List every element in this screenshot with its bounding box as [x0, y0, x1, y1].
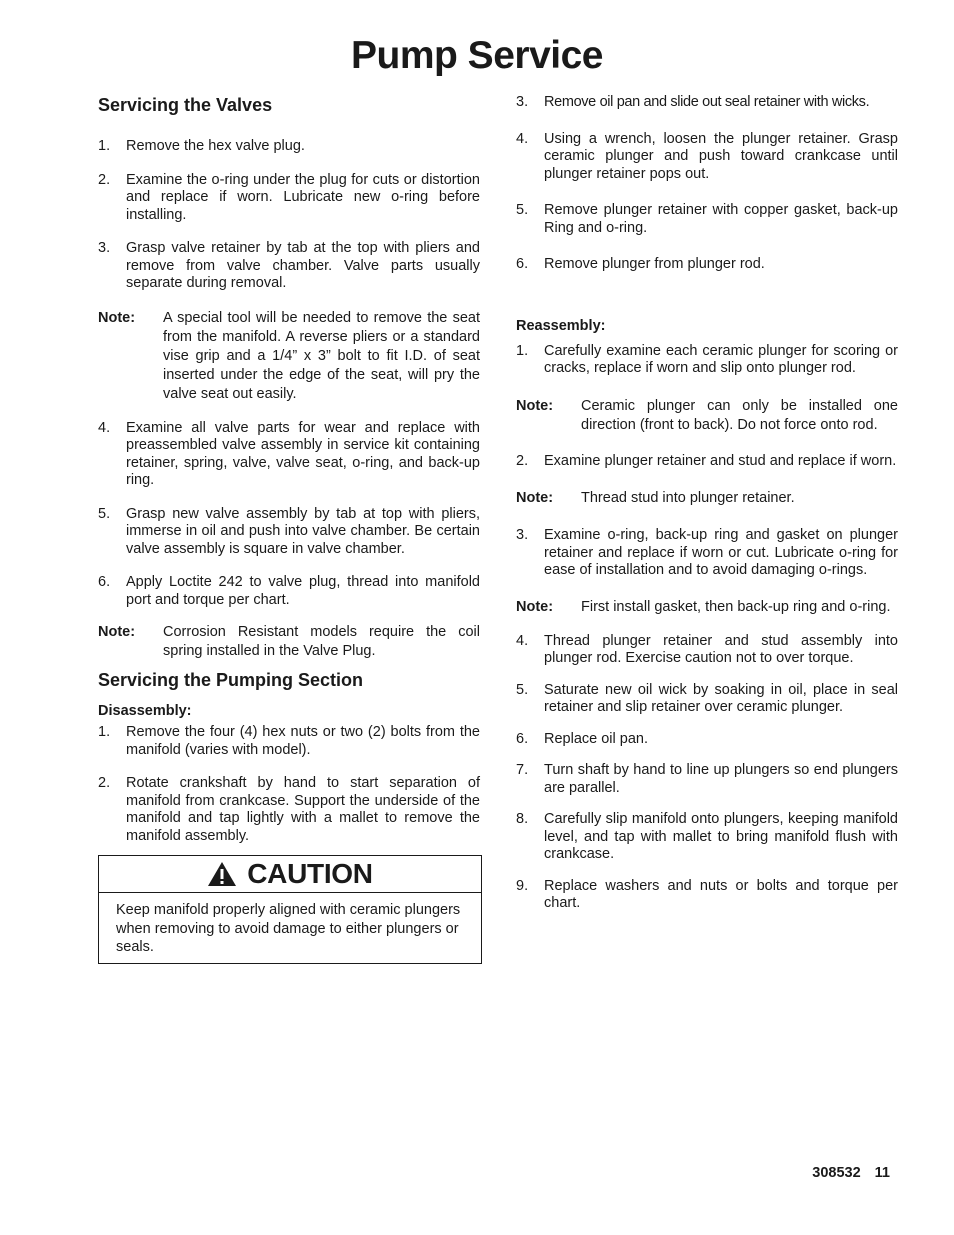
- step-number: 1.: [98, 138, 111, 154]
- note-label: Note:: [98, 624, 136, 640]
- step-text: Thread plunger retainer and stud assembly into plunger rod. Exercise caution not to over torque.: [544, 632, 898, 666]
- step-text: Carefully examine each ceramic plunger for scoring or cracks, replace if worn and slip onto plunger rod.: [544, 342, 898, 376]
- note: [516, 489, 898, 508]
- step-text: Remove oil pan and slide out seal retainer with wicks.: [544, 94, 870, 110]
- step-number: 6.: [516, 730, 529, 747]
- note-label: Note:: [98, 309, 136, 326]
- caution-box: [98, 855, 482, 964]
- note: [516, 397, 898, 435]
- note-text: Ceramic plunger can only be installed one direction (front to back). Do not force onto rod.: [581, 397, 898, 433]
- step-text: Examine the o‑ring under the plug for cuts or distortion and replace if worn. Lubricate new o‑ring before installing.: [126, 171, 480, 223]
- note: [98, 623, 480, 661]
- page-footer: [812, 1165, 890, 1181]
- list-item: [516, 131, 898, 184]
- step-number: 3.: [516, 94, 529, 110]
- list-item: [98, 574, 480, 609]
- step-number: 7.: [516, 762, 529, 778]
- step-number: 1.: [516, 342, 529, 359]
- step-number: 2.: [98, 775, 111, 791]
- step-number: 8.: [516, 811, 529, 827]
- section-heading-valves: Servicing the Valves: [98, 95, 273, 115]
- list-item: [516, 94, 898, 112]
- step-number: 4.: [516, 130, 529, 147]
- note-text: First install gasket, then back‑up ring and o‑ring.: [581, 598, 891, 615]
- list-item: [98, 724, 480, 759]
- note-label: Note:: [516, 490, 554, 506]
- list-item: [516, 762, 898, 797]
- list-item: [98, 775, 480, 845]
- step-text: Remove the four (4) hex nuts or two (2) bolts from the manifold (varies with model).: [126, 724, 480, 758]
- list-item: [516, 878, 898, 913]
- left-column: [98, 94, 480, 964]
- step-number: 4.: [98, 419, 111, 436]
- step-number: 2.: [98, 171, 111, 188]
- note-text: A special tool will be needed to remove the seat from the manifold. A reverse pliers or a standard vise grip and a 1/4” x 3” bolt to fit I.D. of seat inserted under the edge of the seat, will pry the valve seat out easily.: [163, 309, 480, 402]
- step-number: 9.: [516, 877, 529, 894]
- step-number: 6.: [98, 574, 111, 590]
- step-number: 5.: [516, 202, 529, 218]
- step-text: Replace oil pan.: [544, 730, 648, 747]
- step-text: Grasp valve retainer by tab at the top with pliers and remove from valve chamber. Valve parts usually separate during removal.: [126, 240, 480, 291]
- list-item: [516, 202, 898, 237]
- page-number: 11: [874, 1165, 890, 1181]
- list-item: [516, 256, 898, 274]
- page-title: Pump Service: [351, 34, 603, 77]
- step-number: 5.: [98, 505, 111, 522]
- step-text: Examine plunger retainer and stud and replace if worn.: [544, 452, 897, 469]
- step-number: 3.: [98, 240, 111, 256]
- step-text: Turn shaft by hand to line up plungers so end plungers are parallel.: [544, 762, 898, 796]
- step-number: 4.: [516, 632, 529, 649]
- list-item: [516, 527, 898, 580]
- note-label: Note:: [516, 598, 554, 615]
- caution-title: CAUTION: [247, 858, 373, 889]
- subheading-reassembly: Reassembly:: [516, 317, 606, 334]
- step-text: Apply Loctite 242 to valve plug, thread into manifold port and torque per chart.: [126, 574, 480, 608]
- step-text: Rotate crankshaft by hand to start separation of manifold from crankcase. Support the underside of the manifold and tap lightly with a mallet to remove the manifold assembly.: [126, 775, 480, 844]
- list-item: [98, 506, 480, 559]
- step-number: 1.: [98, 724, 111, 740]
- note-text: Thread stud into plunger retainer.: [581, 490, 795, 506]
- step-number: 6.: [516, 256, 529, 272]
- step-text: Saturate new oil wick by soaking in oil, place in seal retainer and slip retainer over ceramic plunger.: [544, 681, 898, 715]
- list-item: [98, 138, 480, 156]
- step-text: Examine all valve parts for wear and replace with preassembled valve assembly in service kit containing retainer, spring, valve, valve seat, o‑ring, and back‑up ring.: [126, 419, 480, 488]
- step-text: Replace washers and nuts or bolts and torque per chart.: [544, 877, 898, 911]
- step-text: Carefully slip manifold onto plungers, keeping manifold level, and tap with mallet to bring manifold flush with crankcase.: [544, 811, 898, 862]
- list-item: [98, 420, 480, 490]
- note-label: Note:: [516, 397, 554, 414]
- list-item: [98, 240, 480, 293]
- right-column: [516, 94, 898, 913]
- caution-text: Keep manifold properly aligned with ceramic plungers when removing to avoid damage to either plungers or seals.: [116, 902, 461, 955]
- warning-triangle-icon: [207, 861, 237, 887]
- caution-header: [99, 856, 481, 893]
- step-number: 5.: [516, 681, 529, 698]
- list-item: [516, 731, 898, 749]
- step-text: Using a wrench, loosen the plunger retainer. Grasp ceramic plunger and push toward crankcase until plunger retainer pops out.: [544, 130, 898, 182]
- note: [516, 598, 898, 617]
- step-text: Grasp new valve assembly by tab at top with pliers, immerse in oil and push into valve chamber. Be certain valve assembly is square in valve chamber.: [126, 505, 480, 557]
- note-text: Corrosion Resistant models require the coil spring installed in the Valve Plug.: [163, 624, 480, 659]
- list-item: [98, 172, 480, 225]
- step-text: Remove plunger retainer with copper gasket, back‑up Ring and o‑ring.: [544, 202, 898, 236]
- list-item: [516, 682, 898, 717]
- step-number: 2.: [516, 452, 529, 469]
- list-item: [516, 633, 898, 668]
- step-text: Examine o‑ring, back‑up ring and gasket on plunger retainer and replace if worn or cut. Lubricate o‑ring for ease of installation and to avoid damaging o‑rings.: [544, 527, 898, 578]
- subheading-disassembly: Disassembly:: [98, 703, 192, 719]
- section-heading-pumping: Servicing the Pumping Section: [98, 670, 364, 690]
- list-item: [516, 811, 898, 864]
- list-item: [516, 453, 898, 471]
- list-item: [516, 343, 898, 378]
- step-text: Remove the hex valve plug.: [126, 138, 305, 154]
- note: [98, 309, 480, 404]
- step-number: 3.: [516, 527, 529, 543]
- step-text: Remove plunger from plunger rod.: [544, 256, 765, 272]
- document-number: 308532: [812, 1165, 861, 1181]
